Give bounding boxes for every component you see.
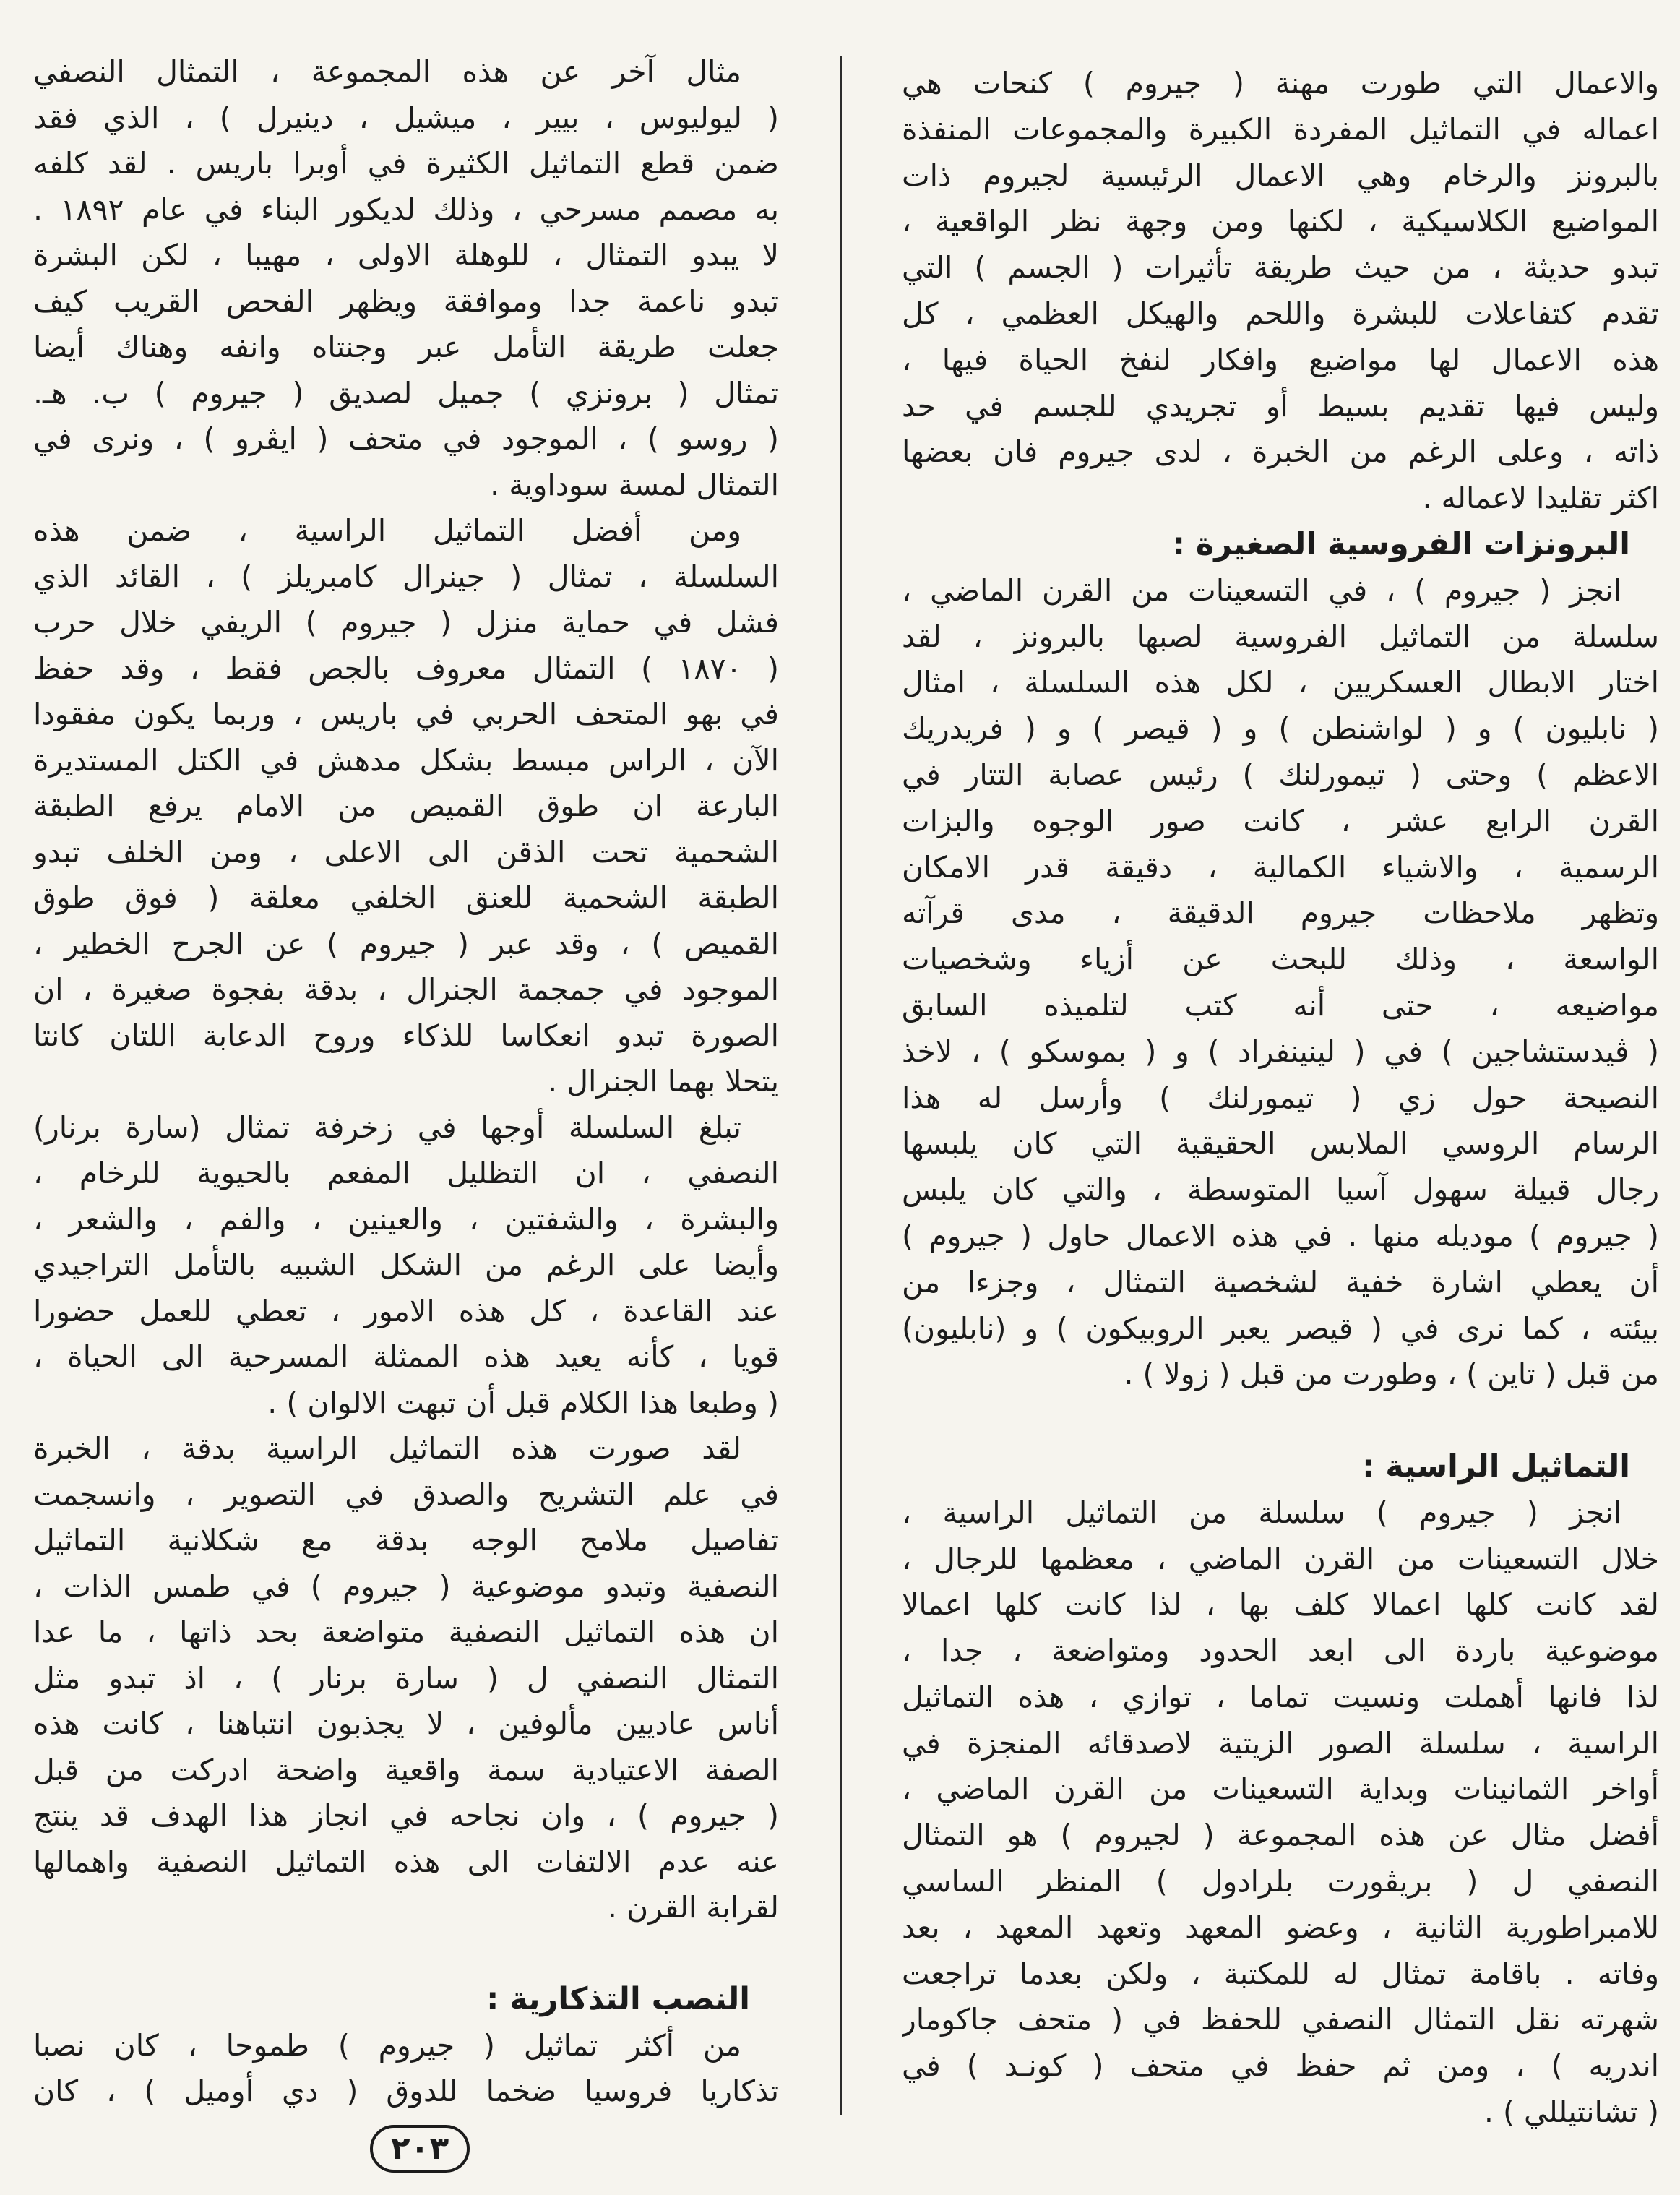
text-line: تبلغ السلسلة أوجها في زخرفة تمثال (سارة برنار) xyxy=(33,1109,741,1145)
text-line: النصفية وتبدو موضوعية ( جيروم ) في طمس الذات ، xyxy=(33,1568,779,1604)
text-line: النصفي ل ( بريڤورت بلرادول ) المنظر الساسي xyxy=(902,1864,1659,1899)
text-line: ( ليوليوس ، بيير ، ميشيل ، دينيرل ) ، الذي فقد xyxy=(33,100,779,135)
text-line: للامبراطورية الثانية ، وعضو المعهد وتعهد المعهد ، بعد xyxy=(902,1910,1659,1945)
text-line: اختار الابطال العسكريين ، لكل هذه السلسلة ، امثال xyxy=(902,665,1659,700)
text-line: وليس فيها تقديم بسيط أو تجريدي للجسم في حد xyxy=(902,388,1659,424)
text-line: تبدو ناعمة جدا وموافقة ويظهر الفحص القريب كيف xyxy=(33,283,779,319)
text-line: اعماله في التماثيل المفردة الكبيرة والمجموعات المنفذة xyxy=(902,111,1659,147)
text-line: قويا ، كأنه يعيد هذه الممثلة المسرحية الى الحياة ، xyxy=(33,1339,779,1374)
text-line: ( جيروم ) ، وان نجاحه في انجاز هذا الهدف قد ينتج xyxy=(33,1798,779,1833)
text-line: مثال آخر عن هذه المجموعة ، التمثال النصفي xyxy=(33,54,741,89)
text-line: وأيضا على الرغم من الشكل الشبيه بالتأمل التراجيدي xyxy=(33,1247,779,1282)
text-line: البارعة ان طوق القميص من الامام يرفع الطبقة xyxy=(33,789,779,823)
text-line: مواضيعه ، حتى أنه كتب لتلميذه السابق xyxy=(902,987,1659,1023)
text-line: لذا فانها أهملت ونسيت تماما ، توازي ، هذه التماثيل xyxy=(902,1679,1659,1714)
right-column xyxy=(902,61,1659,2136)
text-line: أواخر الثمانينات وبداية التسعينات من القرن الماضي ، xyxy=(902,1771,1659,1807)
text-line: الرسام الروسي الملابس الحقيقية التي كان يلبسها xyxy=(902,1126,1659,1161)
text-line: يتحلا بهما الجنرال . xyxy=(548,1064,779,1099)
paragraph-spacer xyxy=(902,1398,1659,1444)
text-line: النصيحة حول زي ( تيمورلنك ) وأرسل له هذا xyxy=(902,1080,1659,1115)
text-line: ان هذه التماثيل النصفية متواضعة بحد ذاتها ، ما عدا xyxy=(33,1615,779,1649)
text-line: تبدو حديثة ، من حيث طريقة تأثيرات ( الجسم ) التي xyxy=(902,250,1659,285)
text-line: بالبرونز والرخام وهي الاعمال الرئيسية لجيروم ذات xyxy=(902,158,1659,193)
text-line: التمثال لمسة سوداوية . xyxy=(490,467,779,502)
section-heading: النصب التذكارية : xyxy=(486,1981,750,2017)
text-line: ( ١٨٧٠ ) التمثال معروف بالجص فقط ، وقد حفظ xyxy=(33,650,779,686)
text-line: به مصمم مسرحي ، وذلك لديكور البناء في عام ١٨٩٢ . xyxy=(33,192,779,227)
text-line: ( جيروم ) موديله منها . في هذه الاعمال حاول ( جيروم ) xyxy=(902,1218,1659,1253)
text-line: ( ڤيدستشاجين ) في ( لينينفراد ) و ( بموسكو ) ، لاخذ xyxy=(902,1034,1659,1069)
paragraph xyxy=(902,1490,1659,2136)
text-line: اكثر تقليدا لاعماله . xyxy=(1422,481,1659,516)
paragraph xyxy=(33,1105,779,1427)
text-line: وفاته . باقامة تمثال له للمكتبة ، ولكن بعدما تراجعت xyxy=(902,1956,1659,1991)
text-line: في بهو المتحف الحربي في باريس ، وربما يكون مفقودا xyxy=(33,697,779,731)
text-line: الرسمية ، والاشياء الكمالية ، دقيقة قدر الامكان xyxy=(902,849,1659,885)
text-line: اندريه ) ، ومن ثم حفظ في متحف ( كونـد ) في xyxy=(902,2048,1659,2084)
text-line: الواسعة ، وذلك للبحث عن أزياء وشخصيات xyxy=(902,942,1659,977)
text-line: السلسلة ، تمثال ( جينرال كامبريلز ) ، القائد الذي xyxy=(33,559,779,594)
column-divider xyxy=(840,56,842,2115)
text-line: الطبقة الشحمية للعنق الخلفي معلقة ( فوق طوق xyxy=(33,880,779,915)
text-line: سلسلة من التماثيل الفروسية لصبها بالبرونز ، لقد xyxy=(902,619,1659,654)
text-line: جعلت طريقة التأمل عبر وجنتاه وانفه وهناك أيضا xyxy=(33,330,779,364)
text-line: لقرابة القرن . xyxy=(607,1890,779,1925)
text-line: خلال التسعينات من القرن الماضي ، معظمها للرجال ، xyxy=(902,1541,1659,1576)
text-line: النصفي ، ان التظليل المفعم بالحيوية للرخام ، xyxy=(33,1156,779,1190)
paragraph xyxy=(33,1426,779,1931)
page-number: ٢٠٣ xyxy=(370,2125,470,2173)
text-line: ( وطبعا هذا الكلام قبل أن تبهت الالوان ) . xyxy=(267,1385,779,1420)
text-line: القميص ) ، وقد عبر ( جيروم ) عن الجرح الخطير ، xyxy=(33,926,779,961)
text-line: أن يعطي اشارة خفية لشخصية التمثال ، وجزءا من xyxy=(902,1264,1659,1300)
text-line: الراسية ، سلسلة الصور الزيتية لاصدقائه المنجزة في xyxy=(902,1725,1659,1761)
text-line: انجز ( جيروم ) ، في التسعينات من القرن الماضي ، xyxy=(902,572,1621,608)
text-line: الآن ، الراس مبسط بشكل مدهش في الكتل المستديرة xyxy=(33,742,779,778)
text-line: ومن أفضل التماثيل الراسية ، ضمن هذه xyxy=(33,513,741,548)
text-line: عنه عدم الالتفات الى هذه التماثيل النصفية واهمالها xyxy=(33,1844,779,1879)
paragraph xyxy=(33,2023,779,2115)
text-line: القرن الرابع عشر ، كانت صور الوجوه والبزات xyxy=(902,803,1659,838)
text-line: شهرته نقل التمثال النصفي للحفظ في ( متحف جاكومار xyxy=(902,2002,1659,2037)
text-line: التمثال النصفي ل ( سارة برنار ) ، اذ تبدو مثل xyxy=(33,1660,779,1696)
text-line: عند القاعدة ، كل هذه الامور ، تعطي للعمل حضورا xyxy=(33,1293,779,1328)
text-line: المواضيع الكلاسيكية ، لكنها ومن وجهة نظر الواقعية ، xyxy=(902,204,1659,239)
paragraph xyxy=(33,508,779,1105)
text-line: لا يبدو التمثال ، للوهلة الاولى ، مهيبا ، لكن البشرة xyxy=(33,238,779,272)
text-line: لقد كانت كلها اعمالا كلف بها ، لذا كانت كلها اعمالا xyxy=(902,1587,1659,1623)
text-line: هذه الاعمال لها مواضيع وافكار لنفخ الحياة فيها ، xyxy=(902,342,1659,377)
text-line: ( روسو ) ، الموجود في متحف ( ايڤرو ) ، ونرى في xyxy=(33,421,779,456)
text-line: موضوعية باردة الى ابعد الحدود ومتواضعة ، جدا ، xyxy=(902,1633,1659,1669)
text-line: والاعمال التي طورت مهنة ( جيروم ) كنحات هي xyxy=(902,66,1659,100)
text-line: تمثال ( برونزي ) جميل لصديق ( جيروم ) ب. هـ. xyxy=(33,375,779,411)
paragraph xyxy=(902,61,1659,522)
text-line: في علم التشريح والصدق في التصوير ، وانسجمت xyxy=(33,1477,779,1512)
text-line: من أكثر تماثيل ( جيروم ) طموحا ، كان نصبا xyxy=(33,2027,741,2063)
text-line: والبشرة ، والشفتين ، والعينين ، والفم ، والشعر ، xyxy=(33,1201,779,1237)
paragraph xyxy=(33,49,779,508)
text-line: ذاته ، وعلى الرغم من الخبرة ، لدى جيروم فان بعضها xyxy=(902,434,1659,470)
text-line: تقدم كتفاعلات للبشرة واللحم والهيكل العظمي ، كل xyxy=(902,296,1659,331)
paragraph xyxy=(902,568,1659,1398)
text-line: الصفة الاعتيادية سمة واقعية واضحة ادركت من قبل xyxy=(33,1752,779,1787)
left-column xyxy=(33,49,779,2115)
text-line: تذكاريا فروسيا ضخما للدوق ( دي أوميل ) ، كان xyxy=(33,2074,779,2108)
text-line: انجز ( جيروم ) سلسلة من التماثيل الراسية ، xyxy=(902,1495,1621,1530)
text-line: أفضل مثال عن هذه المجموعة ( لجيروم ) هو التمثال xyxy=(902,1818,1659,1853)
text-line: من قبل ( تاين ) ، وطورت من قبل ( زولا ) . xyxy=(1124,1357,1659,1392)
text-line: بيئته ، كما نرى في ( قيصر يعبر الروبيكون ) و (نابليون) xyxy=(902,1310,1659,1346)
text-line: وتظهر ملاحظات جيروم الدقيقة ، مدى قرآته xyxy=(902,895,1659,931)
text-line: رجال قبيلة سهول آسيا المتوسطة ، والتي كان يلبس xyxy=(902,1172,1659,1208)
section-heading: البرونزات الفروسية الصغيرة : xyxy=(1172,525,1630,562)
text-line: الصورة تبدو انعكاسا للذكاء وروح الدعابة اللتان كانتا xyxy=(33,1018,779,1053)
text-line: ( نابليون ) و ( لواشنطن ) و ( قيصر ) و ( فريدريك xyxy=(902,711,1659,747)
text-line: الموجود في جمجمة الجنرال ، بدقة بفجوة صغيرة ، ان xyxy=(33,972,779,1007)
section-heading: التماثيل الراسية : xyxy=(1362,1448,1630,1485)
text-line: الشحمية تحت الذقن الى الاعلى ، ومن الخلف تبدو xyxy=(33,834,779,869)
text-line: أناس عاديين مألوفين ، لا يجذبون انتباهنا ، كانت هذه xyxy=(33,1706,779,1741)
text-line: لقد صورت هذه التماثيل الراسية بدقة ، الخبرة xyxy=(33,1431,741,1466)
text-line: ضمن قطع التماثيل الكثيرة في أوبرا باريس . لقد كلفه xyxy=(33,146,779,181)
text-line: ( تشانتيللي ) . xyxy=(1483,2095,1659,2130)
text-line: فشل في حماية منزل ( جيروم ) الريفي خلال حرب xyxy=(33,605,779,640)
paragraph-spacer xyxy=(33,1931,779,1977)
text-line: تفاصيل ملامح الوجه بدقة مع شكلانية التماثيل xyxy=(33,1523,779,1558)
text-line: الاعظم ) وحتى ( تيمورلنك ) رئيس عصابة التتار في xyxy=(902,757,1659,792)
